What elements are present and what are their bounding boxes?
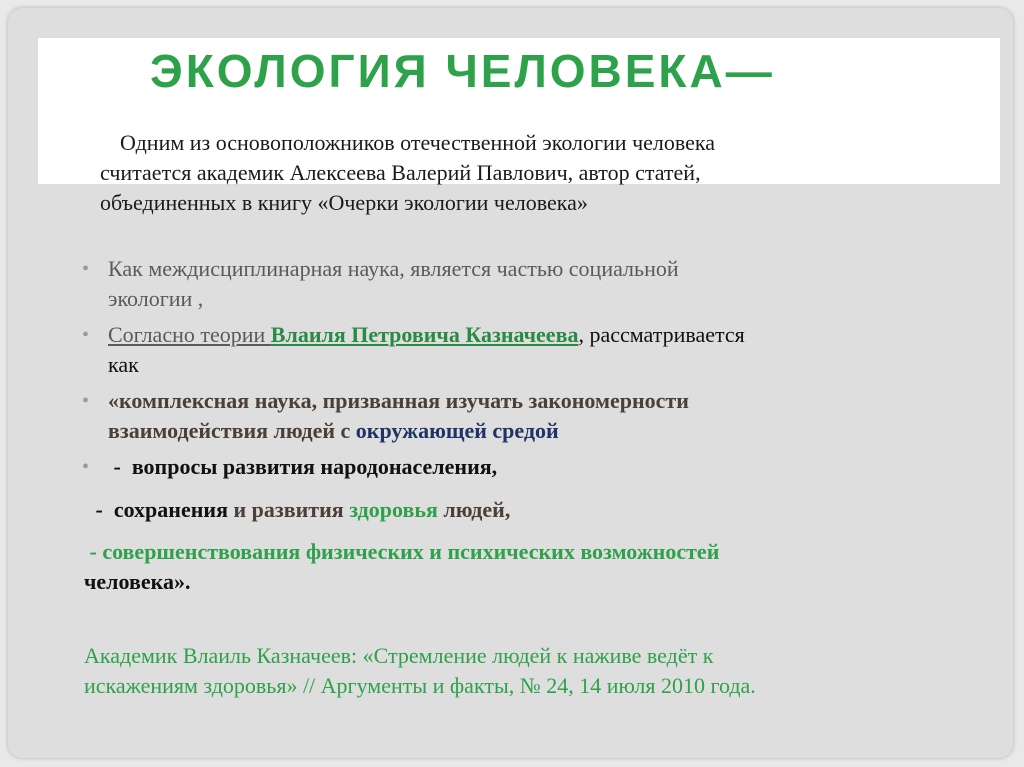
quote-paragraph [84, 641, 984, 701]
theory-prefix-text: Согласно теории [108, 322, 271, 347]
quote-line-2: искажениям здоровья» // Аргументы и факты, № 24, 14 июля 2010 года. [84, 673, 756, 698]
theory-suffix-cont: как [108, 352, 139, 377]
kaznacheev-link[interactable]: Влаиля Петровича Казначеева [270, 322, 579, 347]
health-text: здоровья [349, 497, 444, 522]
bullet-dot-icon: • [82, 390, 90, 412]
bullet-item-interdisciplinary [80, 254, 980, 314]
intro-line-3: объединенных в книгу «Очерки экологии человека» [100, 190, 588, 215]
intro-paragraph [100, 128, 940, 218]
bullet-item-complex-science [80, 386, 980, 446]
population-text: - вопросы развития народонаселения, [108, 454, 498, 479]
people-text: людей, [443, 497, 511, 522]
interaction-text: взаимодействия людей с [108, 418, 356, 443]
complex-science-text: «комплексная наука, призванная изучать закономерности [108, 388, 689, 413]
preservation-line [90, 495, 510, 525]
environment-text: окружающей средой [355, 418, 559, 443]
improvement-text-cont: человека». [84, 569, 191, 594]
bullet-dot-icon: • [82, 324, 90, 346]
bullet-1-text: Как междисциплинарная наука, является частью социальной [108, 256, 679, 281]
bullet-item-population [80, 452, 980, 482]
improvement-line [84, 537, 719, 567]
theory-suffix-text: , рассматривается [578, 322, 745, 347]
bullet-list [80, 254, 980, 488]
preservation-text: - сохранения [90, 497, 234, 522]
bullet-dot-icon: • [82, 258, 90, 280]
bullet-1-text-cont: экологии , [108, 286, 204, 311]
development-text: и развития [233, 497, 350, 522]
bullet-dot-icon: • [82, 456, 90, 478]
improvement-line-2 [84, 567, 190, 597]
intro-line-2: считается академик Алексеева Валерий Павлович, автор статей, [100, 160, 701, 185]
slide-title: ЭКОЛОГИЯ ЧЕЛОВЕКА— [150, 45, 775, 97]
bullet-item-theory [80, 320, 980, 380]
quote-line-1: Академик Влаиль Казначеев: «Стремление людей к наживе ведёт к [84, 643, 714, 668]
improvement-text: - совершенствования физических и психических возможностей [84, 539, 720, 564]
intro-line-1: Одним из основоположников отечественной экологии человека [120, 130, 716, 155]
